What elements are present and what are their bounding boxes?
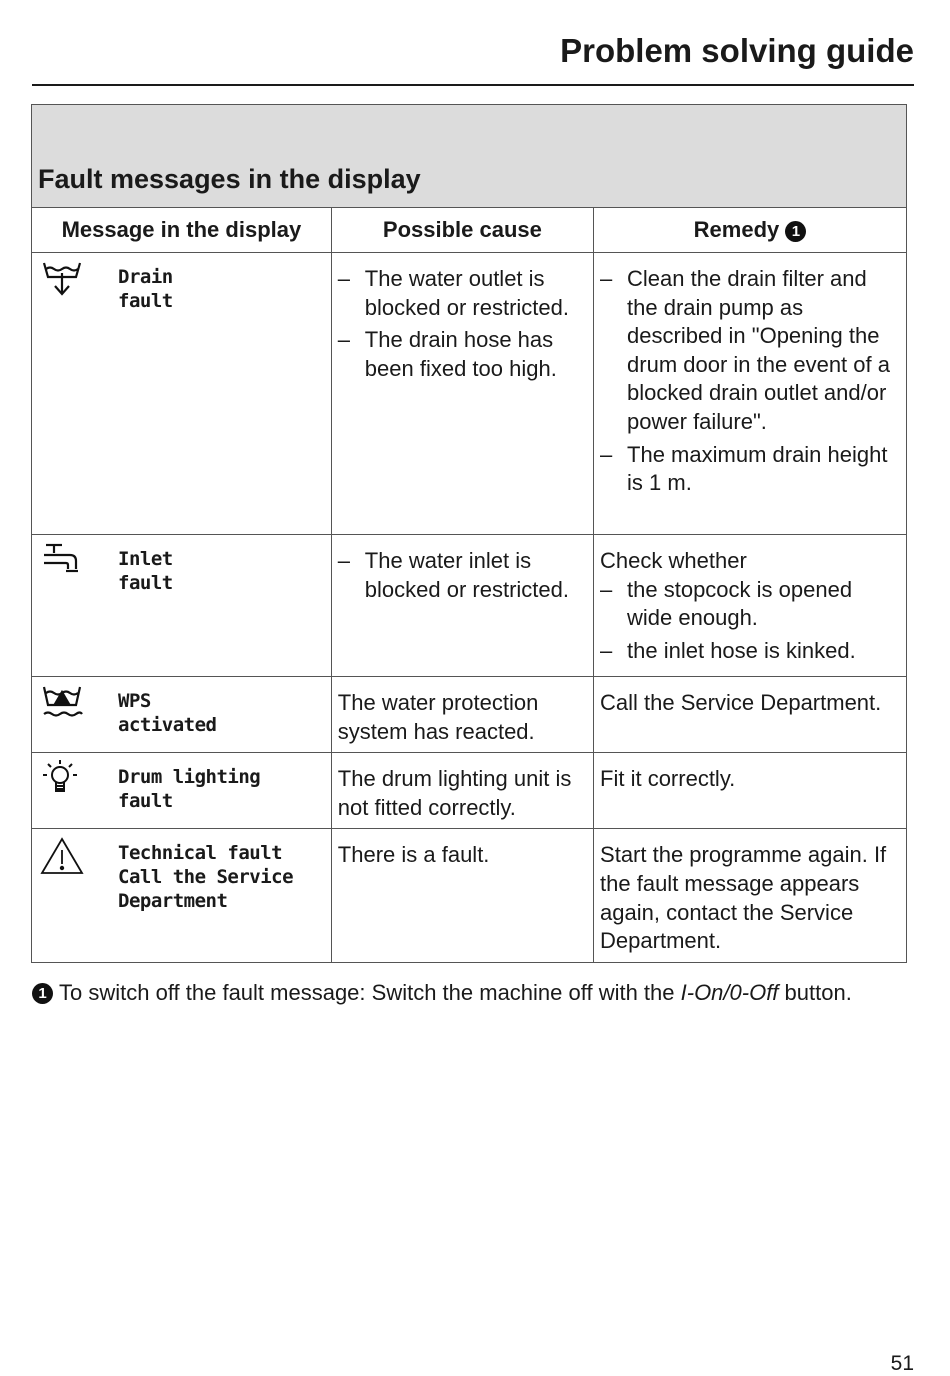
remedy-text: Call the Service Department.	[600, 690, 882, 715]
list-item: – the stopcock is opened wide enough.	[600, 576, 900, 633]
water-protection-icon	[40, 683, 84, 723]
table-section-title: Fault messages in the display	[32, 105, 907, 208]
possible-cause-cell	[331, 677, 593, 753]
cause-text: The drum lighting unit is not fitted correctly.	[337, 766, 572, 820]
remedy-cell	[594, 829, 907, 962]
footnote-text-before: To switch off the fault message: Switch the machine off with the	[59, 980, 681, 1005]
title-divider	[32, 84, 914, 86]
display-message-cell	[32, 829, 332, 962]
remedy-text: Fit it correctly.	[600, 766, 736, 792]
cause-text: The water protection system has reacted.	[337, 690, 539, 744]
table-row	[32, 253, 907, 535]
list-item: – The water outlet is blocked or restricted.	[338, 265, 587, 322]
tap-icon	[40, 541, 84, 581]
list-item: – the inlet hose is kinked.	[600, 637, 900, 666]
display-message-cell	[32, 253, 332, 535]
footnote-text	[59, 978, 882, 1007]
footnote-marker: 1	[785, 221, 806, 242]
warning-triangle-icon	[40, 835, 84, 875]
possible-cause-cell	[331, 253, 593, 535]
column-header-message: Message in the display	[32, 208, 332, 253]
possible-cause-cell	[331, 753, 593, 829]
list-item: – The drain hose has been fixed too high.	[338, 326, 587, 383]
list-item: – The maximum drain height is 1 m.	[600, 441, 900, 498]
remedy-cell	[594, 677, 907, 753]
display-text: WPS activated	[118, 690, 217, 736]
fault-messages-table	[31, 104, 907, 963]
remedy-cell	[594, 535, 907, 677]
remedy-intro: Check whether	[600, 548, 747, 573]
page-number: 51	[890, 1352, 914, 1375]
footnote-text-after: button.	[778, 980, 852, 1005]
column-header-remedy	[594, 208, 907, 253]
display-message-cell	[32, 535, 332, 677]
footnote	[32, 978, 882, 1007]
display-text: Technical fault Call the Service Department	[118, 842, 294, 913]
list-item: – The water inlet is blocked or restricted.	[338, 547, 587, 604]
page-title: Problem solving guide	[560, 32, 914, 69]
cause-text: There is a fault.	[337, 842, 490, 868]
display-text: Inlet fault	[118, 548, 173, 594]
remedy-text: Start the programme again. If the fault message appears again, contact the Service Department.	[600, 842, 887, 954]
remedy-header-label: Remedy	[693, 217, 780, 242]
possible-cause-cell	[331, 829, 593, 962]
footnote-marker: 1	[32, 983, 53, 1004]
table-row	[32, 753, 907, 829]
display-text: Drain fault	[118, 266, 173, 312]
table-row	[32, 535, 907, 677]
light-bulb-icon	[40, 759, 84, 799]
remedy-cell	[594, 253, 907, 535]
table-row	[32, 677, 907, 753]
display-message-cell	[32, 677, 332, 753]
display-text: Drum lighting fault	[118, 766, 261, 813]
button-name: I-On/0-Off	[680, 980, 779, 1005]
remedy-cell	[594, 753, 907, 829]
table-row	[32, 829, 907, 962]
display-message-cell	[32, 753, 332, 829]
list-item: – Clean the drain filter and the drain pump as described in "Opening the drum door in the event of a blocked drain outlet and/or power failure".	[600, 265, 900, 437]
drain-icon	[40, 259, 84, 299]
possible-cause-cell	[331, 535, 593, 677]
column-header-cause: Possible cause	[331, 208, 593, 253]
